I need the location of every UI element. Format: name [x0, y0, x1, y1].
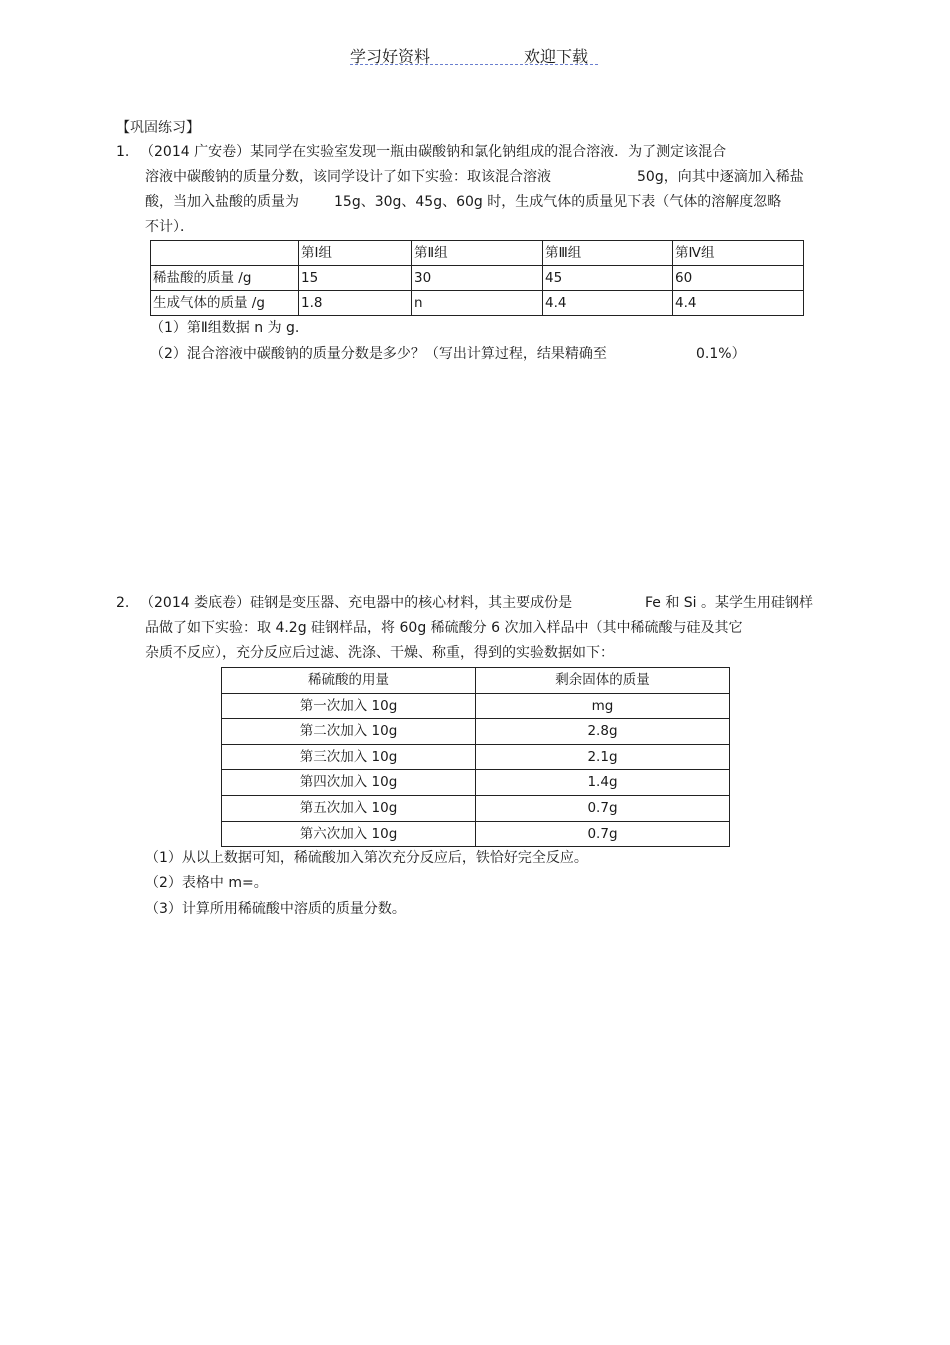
table-cell: 第Ⅳ组 [673, 241, 804, 266]
table-cell: 生成气体的质量 /g [151, 291, 299, 316]
table-cell: 60 [673, 266, 804, 291]
q1-line-2: 溶液中碳酸钠的质量分数，该同学设计了如下实验：取该混合溶液 [145, 169, 551, 185]
header-dashed-underline [350, 64, 598, 65]
table-row [222, 719, 730, 745]
q2-line-1b: Fe 和 Si 。某学生用硅钢样 [645, 595, 814, 611]
q2-line-1: （2014 娄底卷）硅钢是变压器、充电器中的核心材料，其主要成份是 [140, 595, 573, 611]
q2-line-2: 品做了如下实验：取 4.2g 硅钢样品，将 60g 稀硫酸分 6 次加入样品中（其中稀硫酸与硅及其它 [145, 620, 743, 636]
table-row [151, 266, 804, 291]
table-row [222, 795, 730, 821]
table-cell: 剩余固体的质量 [476, 668, 730, 694]
q2-number: 2. [116, 595, 130, 611]
table-cell: 第Ⅰ组 [299, 241, 412, 266]
table-cell: 1.4g [476, 770, 730, 796]
table-cell: 稀硫酸的用量 [222, 668, 476, 694]
q2-sub-2: （2）表格中 m=。 [145, 875, 268, 891]
q1-sub-2: （2）混合溶液中碳酸钠的质量分数是多少？（写出计算过程，结果精确至 [150, 346, 607, 362]
table-row [151, 291, 804, 316]
table-cell: 第Ⅲ组 [543, 241, 673, 266]
table-row [222, 821, 730, 847]
q1-sub-2b: 0.1%） [696, 346, 746, 362]
table-cell: 30 [412, 266, 543, 291]
header-left: 学习好资料 [350, 47, 431, 66]
q1-line-1: （2014 广安卷）某同学在实验室发现一瓶由碳酸钠和氯化钠组成的混合溶液．为了测定该混合 [140, 144, 727, 160]
table-cell: 1.8 [299, 291, 412, 316]
q2-line-3: 杂质不反应），充分反应后过滤、洗涤、干燥、称重，得到的实验数据如下： [145, 645, 614, 661]
table-row [222, 744, 730, 770]
table-cell: n [412, 291, 543, 316]
table-cell: 第五次加入 10g [222, 795, 476, 821]
q1-line-3: 酸，当加入盐酸的质量为 [145, 194, 299, 210]
header-right: 欢迎下载 [524, 47, 589, 66]
table-cell: 4.4 [673, 291, 804, 316]
table-row [222, 693, 730, 719]
section-title: 【巩固练习】 [116, 120, 200, 136]
table-cell: 第二次加入 10g [222, 719, 476, 745]
table-cell [151, 241, 299, 266]
table-cell: 45 [543, 266, 673, 291]
table-cell: 15 [299, 266, 412, 291]
q2-data-table [221, 667, 730, 847]
q1-data-table [150, 240, 804, 316]
table-cell: 第三次加入 10g [222, 744, 476, 770]
table-header-row [151, 241, 804, 266]
q1-line-3b: 15g、30g、45g、60g 时，生成气体的质量见下表（气体的溶解度忽略 [334, 194, 782, 210]
q1-line-2b: 50g，向其中逐滴加入稀盐 [637, 169, 804, 185]
table-cell: 第一次加入 10g [222, 693, 476, 719]
q1-number: 1. [116, 144, 130, 160]
q2-sub-1: （1）从以上数据可知，稀硫酸加入第次充分反应后，铁恰好完全反应。 [145, 850, 588, 866]
table-cell: mg [476, 693, 730, 719]
table-cell: 2.8g [476, 719, 730, 745]
table-cell: 2.1g [476, 744, 730, 770]
table-cell: 第六次加入 10g [222, 821, 476, 847]
table-cell: 0.7g [476, 821, 730, 847]
q1-sub-1: （1）第Ⅱ组数据 n 为 g. [150, 320, 300, 336]
table-cell: 第Ⅱ组 [412, 241, 543, 266]
table-cell: 第四次加入 10g [222, 770, 476, 796]
table-cell: 0.7g [476, 795, 730, 821]
q1-line-4: 不计）． [145, 219, 194, 235]
table-header-row [222, 668, 730, 694]
table-row [222, 770, 730, 796]
q2-sub-3: （3）计算所用稀硫酸中溶质的质量分数。 [145, 901, 406, 917]
table-cell: 稀盐酸的质量 /g [151, 266, 299, 291]
table-cell: 4.4 [543, 291, 673, 316]
